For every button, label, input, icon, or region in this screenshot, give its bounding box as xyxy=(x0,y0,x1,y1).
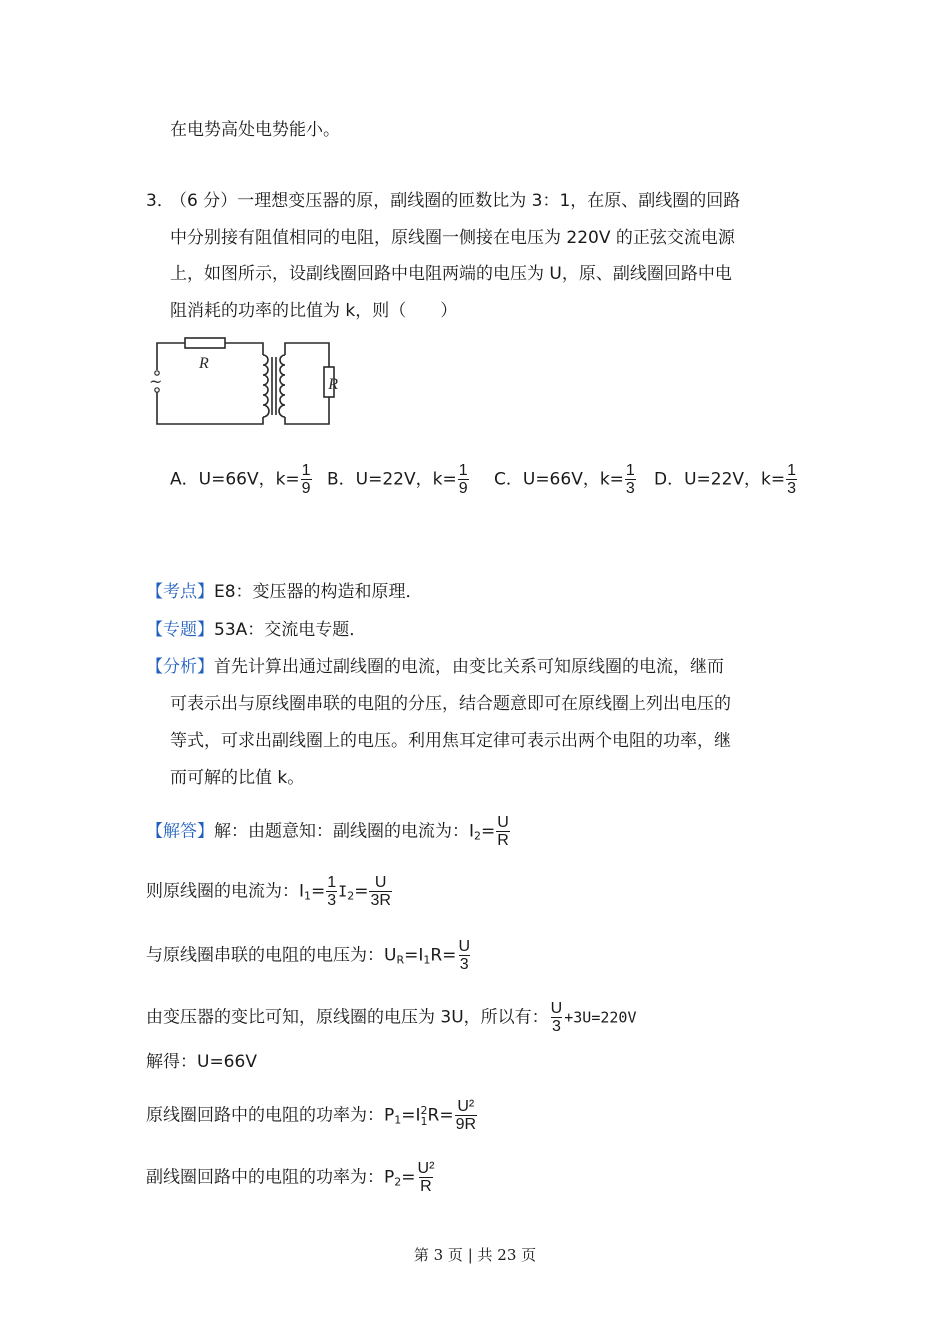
jieda-line-1: 【解答】解：由题意知：副线圈的电流为：$I_2=$ $\frac{U}{R}$ xyxy=(146,814,509,849)
option-a[interactable]: A．U=66V，k= $\frac{1}{9}$ xyxy=(170,462,311,497)
option-d-den: 3 xyxy=(787,480,797,497)
question-line-1: （6 分）一理想变压器的原，副线圈的匝数比为 3：1，在原、副线圈的回路 xyxy=(170,191,741,211)
fenxi-line-2: 可表示出与原线圈串联的电阻的分压，结合题意即可在原线圈上列出电压的 xyxy=(170,694,731,714)
question-line-3: 上，如图所示，设副线圈回路中电阻两端的电压为 U，原、副线圈回路中电 xyxy=(170,264,732,284)
fenxi-line-4: 而可解的比值 k。 xyxy=(170,768,305,788)
label-r2: R xyxy=(328,376,338,393)
page-footer: 第 3 页 | 共 23 页 xyxy=(413,1246,537,1264)
option-d-num: 1 xyxy=(787,462,797,479)
secondary-coil xyxy=(279,355,285,417)
option-c[interactable]: C．U=66V，k= $\frac{1}{3}$ xyxy=(494,462,635,497)
resistor-r1 xyxy=(185,338,225,348)
kaodian-tag: 【考点】 xyxy=(146,582,214,602)
option-b-num: 1 xyxy=(458,462,468,479)
option-a-den: 9 xyxy=(301,480,311,497)
option-b[interactable]: B．U=22V，k= $\frac{1}{9}$ xyxy=(327,462,468,497)
intro-line: 在电势高处电势能小。 xyxy=(170,120,340,140)
option-a-num: 1 xyxy=(301,462,311,479)
transformer-circuit-diagram xyxy=(145,335,340,431)
zhuanti-text: 53A：交流电专题． xyxy=(214,620,367,640)
jieda-tag: 【解答】 xyxy=(146,821,214,842)
fenxi-line-3: 等式，可求出副线圈上的电压。利用焦耳定律可表示出两个电阻的功率，继 xyxy=(170,731,731,751)
jieda-line-6: 原线圈回路中的电阻的功率为：$P_1=I$ 2 1 R= $\frac{\text{U²}}{9R}$ xyxy=(146,1098,477,1133)
kaodian-row xyxy=(146,580,423,604)
zhuanti-tag: 【专题】 xyxy=(146,620,214,640)
kaodian-text: E8：变压器的构造和原理． xyxy=(214,582,423,602)
zhuanti-row xyxy=(146,618,366,642)
question-line-2: 中分别接有阻值相同的电阻，原线圈一侧接在电压为 220V 的正弦交流电源 xyxy=(170,228,735,248)
option-c-den: 3 xyxy=(625,480,635,497)
option-b-den: 9 xyxy=(458,480,468,497)
jieda-line-2: 则原线圈的电流为：$I_1=$ $\frac{1}{3}$ $I_2=$ $\frac{U}{3R}$ xyxy=(146,874,391,909)
fenxi-line-1: 首先计算出通过副线圈的电流，由变比关系可知原线圈的电流，继而 xyxy=(214,657,724,677)
primary-coil xyxy=(263,355,269,417)
question-line-4: 阻消耗的功率的比值为 k，则（ ） xyxy=(170,301,458,321)
ac-source-symbol: ~ xyxy=(149,372,163,391)
option-c-num: 1 xyxy=(625,462,635,479)
jieda-line-4: 由变压器的变比可知，原线圈的电压为 3U，所以有： $\frac{U}{3}$ +3U=220V xyxy=(146,1000,637,1035)
jieda-line-3: 与原线圈串联的电阻的电压为：$U_R=I_1R=$ $\frac{U}{3}$ xyxy=(146,938,470,973)
question-number: 3． xyxy=(146,191,174,211)
fenxi-tag: 【分析】 xyxy=(146,657,214,677)
label-r1: R xyxy=(199,355,209,372)
jieda-line-5: 解得：U=66V xyxy=(146,1052,257,1072)
option-d[interactable]: D．U=22V，k= $\frac{1}{3}$ xyxy=(654,462,797,497)
fenxi-row xyxy=(146,655,724,679)
jieda-line-7: 副线圈回路中的电阻的功率为：$P_2=$ $\frac{\text{U²}}{R}$ xyxy=(146,1160,435,1195)
